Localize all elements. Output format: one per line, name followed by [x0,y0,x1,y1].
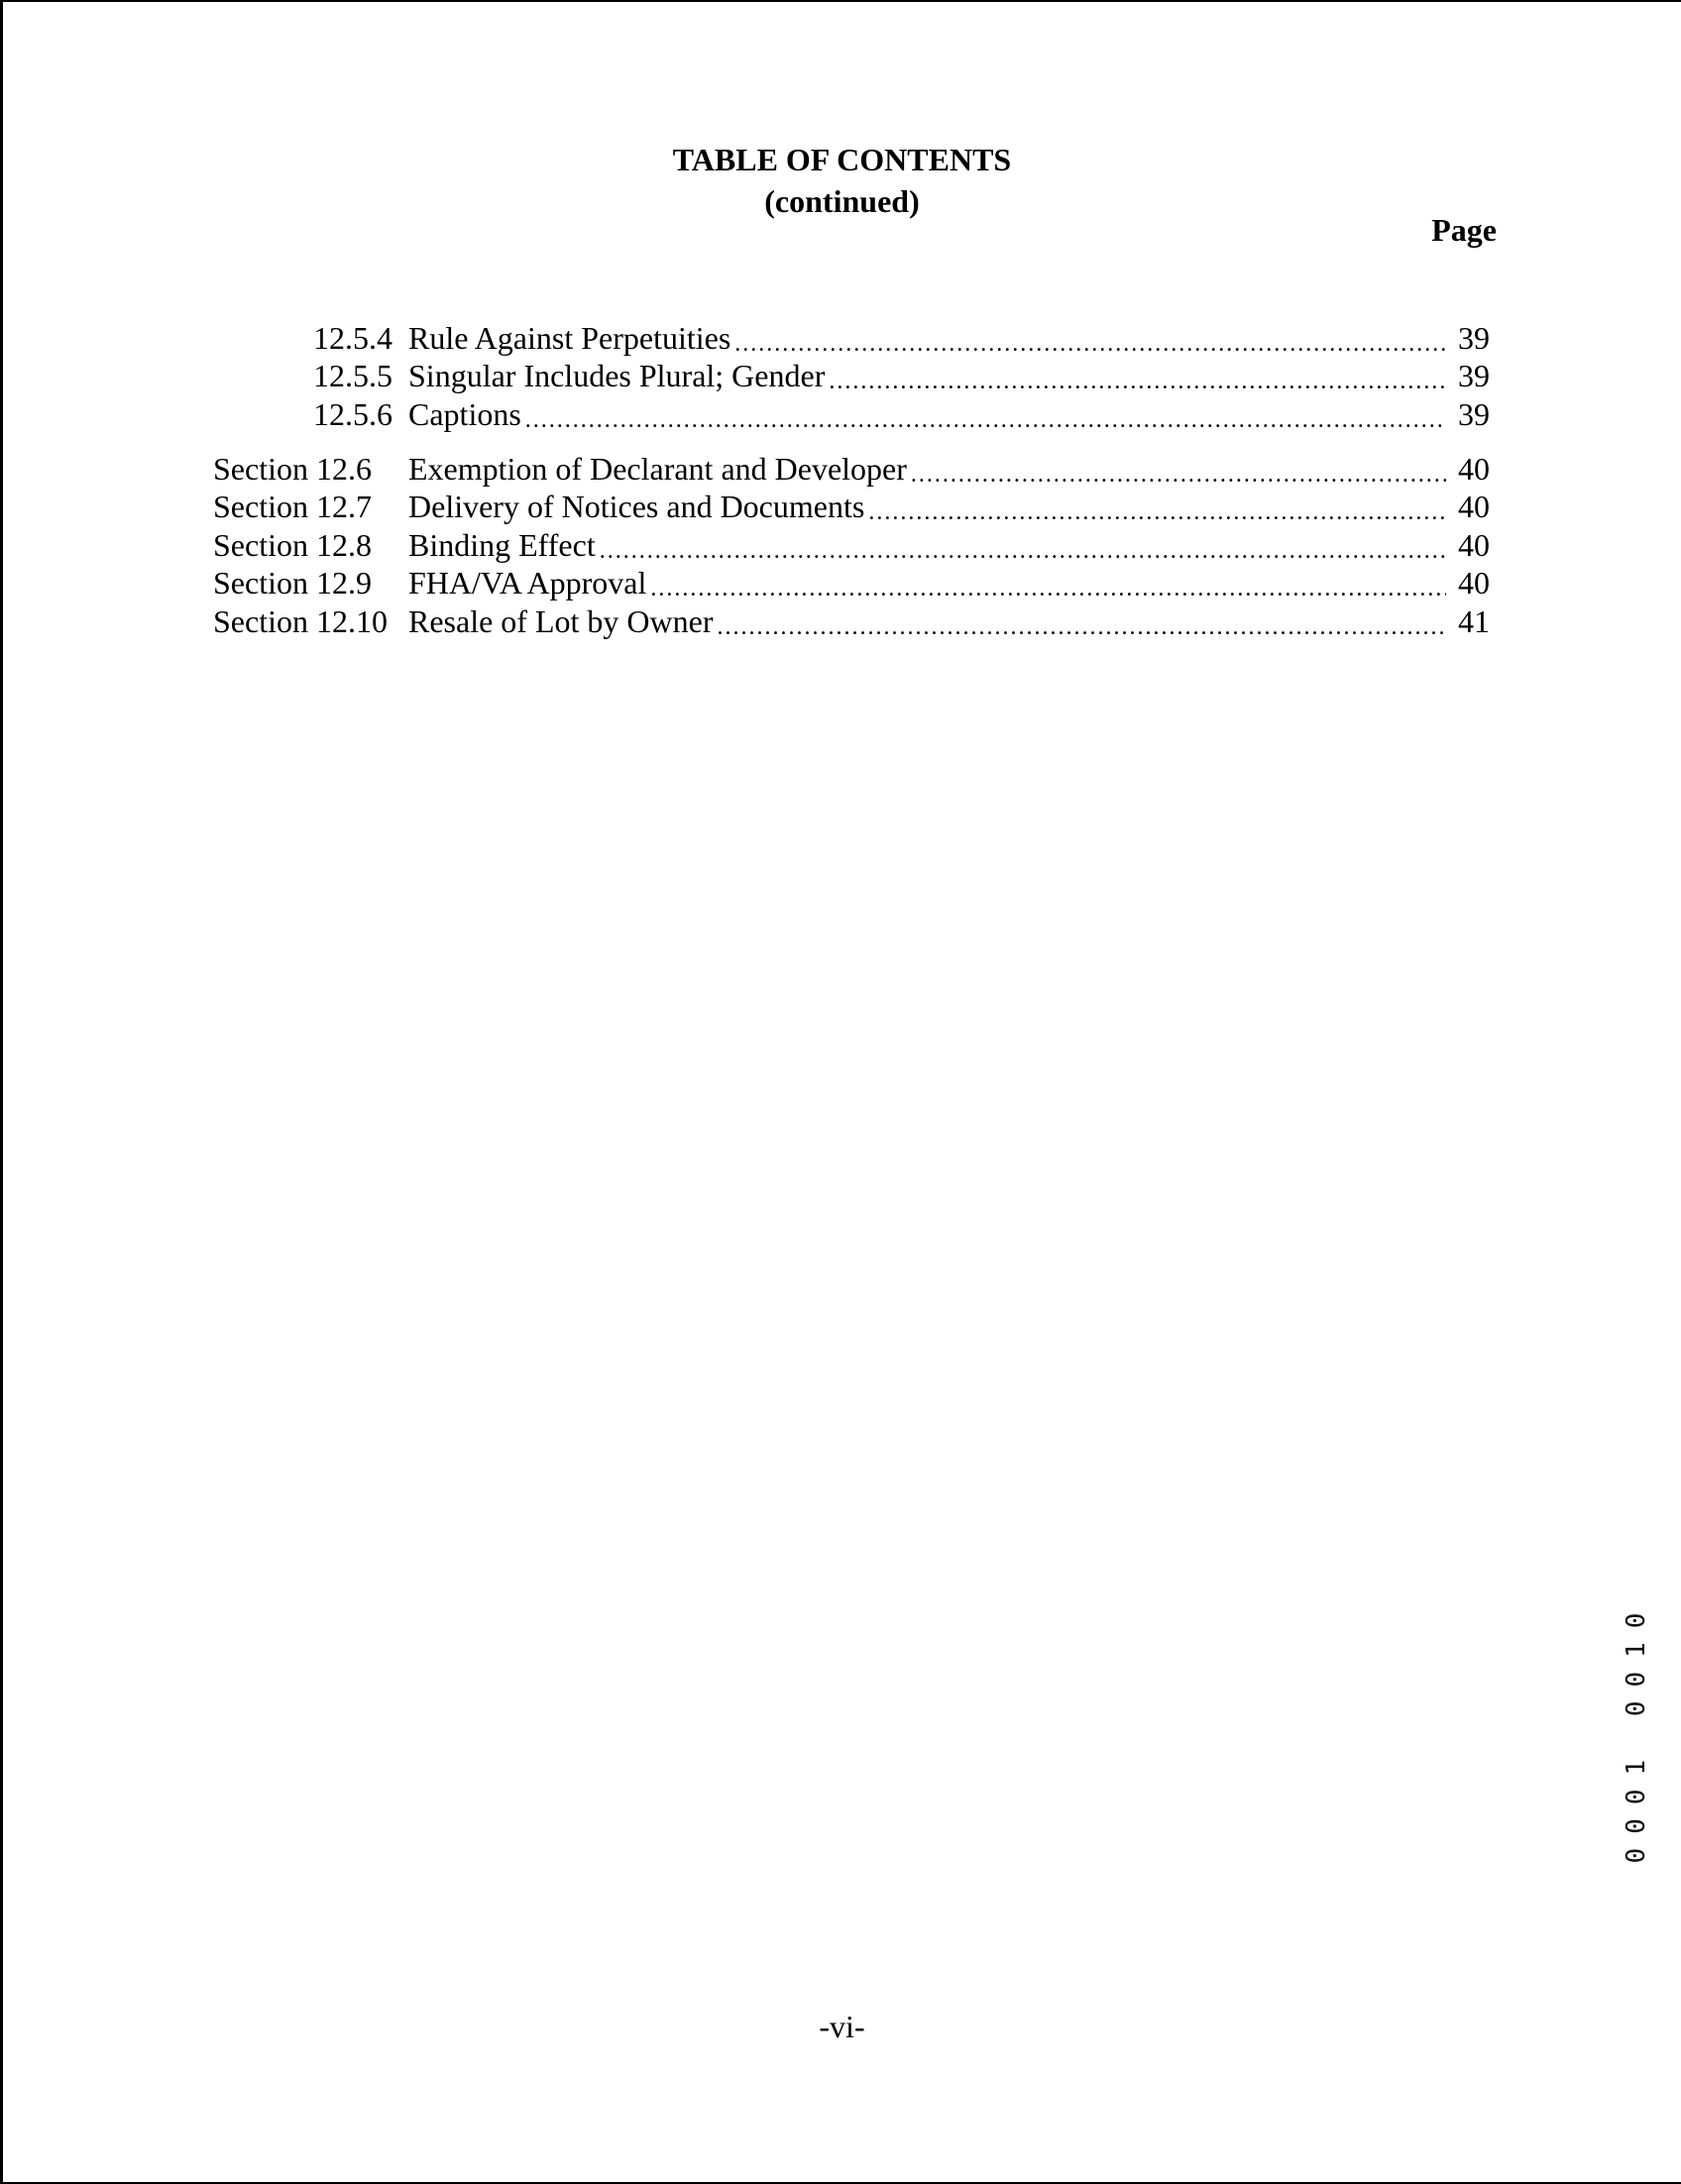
toc-entry-title: Captions [408,396,521,432]
dot-leader [717,601,1446,641]
toc-entry-number: Section 12.10 [213,603,388,639]
toc-entry-title: Binding Effect [408,527,596,563]
toc-title: TABLE OF CONTENTS [672,142,1012,177]
toc-entry-number: 12.5.6 [313,396,392,432]
toc-entry-page: 39 [1458,358,1490,393]
toc-entry-number: 12.5.4 [313,320,392,356]
toc-entry [213,449,1490,489]
dot-leader [650,563,1446,602]
toc-entry [300,394,1490,434]
toc-entry-title: Rule Against Perpetuities [408,320,731,356]
dot-leader [911,449,1446,489]
toc-entry [213,525,1490,565]
toc-entry-number: Section 12.7 [213,489,372,524]
toc-entry-title: Exemption of Declarant and Developer [408,451,907,487]
toc-entry-title: FHA/VA Approval [408,565,647,601]
toc-entry-page: 40 [1458,565,1490,601]
toc-entry-title: Resale of Lot by Owner [408,603,714,639]
toc-entry-number: Section 12.6 [213,451,372,487]
toc-entry-number: Section 12.8 [213,527,372,563]
toc-entry [213,487,1490,526]
toc-title-block [396,139,1289,222]
toc-entry-number: Section 12.9 [213,565,372,601]
toc-entry-title: Delivery of Notices and Documents [408,489,865,524]
page-column-header: Page [1431,212,1497,248]
toc-entry-page: 40 [1458,527,1490,563]
bates-stamp [1617,1563,1656,1900]
dot-leader [734,318,1446,358]
dot-leader [829,356,1446,395]
toc-entry [300,318,1490,358]
toc-entry [300,356,1490,395]
dot-leader [525,394,1446,434]
toc-entry-page: 40 [1458,489,1490,524]
toc-entry-page: 39 [1458,320,1490,356]
toc-entry [213,601,1490,641]
toc-subtitle: (continued) [764,183,920,219]
toc-entry-number: 12.5.5 [313,358,392,393]
toc-entry-title: Singular Includes Plural; Gender [408,358,826,393]
toc-entry-page: 40 [1458,451,1490,487]
toc-entry-page: 41 [1458,603,1490,639]
dot-leader [868,487,1446,526]
bates-stamp-text: 0001 0010 [1622,1598,1651,1864]
toc-entry-page: 39 [1458,396,1490,432]
page-number-footer: -vi- [819,2009,865,2044]
dot-leader [600,525,1446,565]
toc-entry [213,563,1490,602]
